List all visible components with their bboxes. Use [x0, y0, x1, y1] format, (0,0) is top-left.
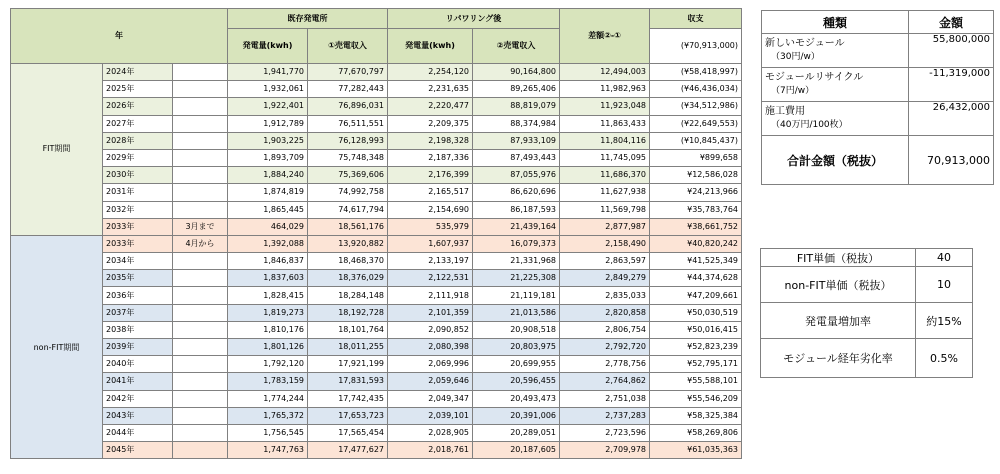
- existing-gen-cell: 1,765,372: [228, 407, 308, 424]
- table-row: [11, 218, 742, 235]
- income-cell: ¥44,374,628: [650, 270, 742, 287]
- income-cell: (¥22,649,553): [650, 115, 742, 132]
- income-cell: ¥58,269,806: [650, 424, 742, 441]
- diff-cell: 12,494,003: [560, 64, 650, 81]
- note-cell: [173, 321, 228, 338]
- cost-item-amount: -11,319,000: [909, 68, 994, 102]
- existing-gen-cell: 1,774,244: [228, 390, 308, 407]
- existing-gen-cell: 1,884,240: [228, 167, 308, 184]
- year-cell: 2038年: [103, 321, 173, 338]
- repower-sales-cell: 86,187,593: [473, 201, 560, 218]
- year-cell: 2045年: [103, 442, 173, 459]
- diff-cell: 11,804,116: [560, 132, 650, 149]
- existing-gen-cell: 1,846,837: [228, 253, 308, 270]
- existing-sales-cell: 76,896,031: [308, 98, 388, 115]
- repower-gen-cell: 2,090,852: [388, 321, 473, 338]
- table-row: [11, 304, 742, 321]
- table-row: [11, 356, 742, 373]
- existing-gen-cell: 1,747,763: [228, 442, 308, 459]
- note-cell: [173, 304, 228, 321]
- cost-item-new-module: [762, 34, 909, 68]
- repower-gen-cell: 2,187,336: [388, 149, 473, 166]
- diff-cell: 2,723,596: [560, 424, 650, 441]
- table-row: [11, 373, 742, 390]
- cost-item-sub: （7円/w）: [771, 86, 815, 96]
- header-gen-existing: 発電量(kwh): [228, 29, 308, 64]
- table-row: [11, 339, 742, 356]
- existing-gen-cell: 1,893,709: [228, 149, 308, 166]
- header-sales1: ①売電収入: [308, 29, 388, 64]
- cost-item-name: 新しいモジュール: [765, 38, 845, 49]
- diff-cell: 11,569,798: [560, 201, 650, 218]
- param-nonfit-price-value: 10: [916, 267, 973, 303]
- repower-sales-cell: 21,331,968: [473, 253, 560, 270]
- diff-cell: 2,778,756: [560, 356, 650, 373]
- table-row: [11, 287, 742, 304]
- existing-gen-cell: 1,756,545: [228, 424, 308, 441]
- year-cell: 2024年: [103, 64, 173, 81]
- note-cell: [173, 287, 228, 304]
- repower-gen-cell: 2,254,120: [388, 64, 473, 81]
- existing-sales-cell: 18,561,176: [308, 218, 388, 235]
- cost-item-name: 施工費用: [765, 106, 805, 117]
- year-cell: 2042年: [103, 390, 173, 407]
- year-cell: 2044年: [103, 424, 173, 441]
- repower-sales-cell: 20,391,006: [473, 407, 560, 424]
- repower-sales-cell: 20,803,975: [473, 339, 560, 356]
- repower-sales-cell: 86,620,696: [473, 184, 560, 201]
- existing-sales-cell: 76,128,993: [308, 132, 388, 149]
- year-cell: 2039年: [103, 339, 173, 356]
- repower-gen-cell: 2,111,918: [388, 287, 473, 304]
- cost-col-amount: 金額: [909, 11, 994, 34]
- income-cell: ¥52,823,239: [650, 339, 742, 356]
- existing-sales-cell: 18,468,370: [308, 253, 388, 270]
- cost-item-name: モジュールリサイクル: [765, 72, 864, 83]
- note-cell: [173, 390, 228, 407]
- note-cell: [173, 64, 228, 81]
- repower-gen-cell: 2,039,101: [388, 407, 473, 424]
- note-cell: 3月まで: [173, 218, 228, 235]
- param-gen-increase-value: 約15%: [916, 303, 973, 339]
- note-cell: [173, 407, 228, 424]
- header-existing: 既存発電所: [228, 9, 388, 29]
- note-cell: [173, 167, 228, 184]
- year-cell: 2043年: [103, 407, 173, 424]
- note-cell: [173, 149, 228, 166]
- income-cell: ¥24,213,966: [650, 184, 742, 201]
- repower-sales-cell: 21,439,164: [473, 218, 560, 235]
- income-cell: (¥46,436,034): [650, 81, 742, 98]
- existing-sales-cell: 18,101,764: [308, 321, 388, 338]
- existing-gen-cell: 1,801,126: [228, 339, 308, 356]
- year-cell: 2041年: [103, 373, 173, 390]
- header-income: 収支: [650, 9, 742, 29]
- existing-sales-cell: 18,376,029: [308, 270, 388, 287]
- header-diff: 差額②-①: [560, 9, 650, 64]
- period-nonfit-label: non-FIT期間: [11, 235, 103, 458]
- repower-gen-cell: 1,607,937: [388, 235, 473, 252]
- existing-sales-cell: 18,011,255: [308, 339, 388, 356]
- repower-sales-cell: 16,079,373: [473, 235, 560, 252]
- header-sales2: ②売電収入: [473, 29, 560, 64]
- repower-sales-cell: 20,908,518: [473, 321, 560, 338]
- repower-gen-cell: 2,220,477: [388, 98, 473, 115]
- repower-sales-cell: 89,265,406: [473, 81, 560, 98]
- existing-sales-cell: 17,921,199: [308, 356, 388, 373]
- year-cell: 2026年: [103, 98, 173, 115]
- revenue-table: [10, 8, 742, 459]
- income-cell: ¥899,658: [650, 149, 742, 166]
- existing-gen-cell: 1,941,770: [228, 64, 308, 81]
- table-row: [11, 424, 742, 441]
- income-cell: (¥10,845,437): [650, 132, 742, 149]
- diff-cell: 11,863,433: [560, 115, 650, 132]
- existing-gen-cell: 1,837,603: [228, 270, 308, 287]
- year-cell: 2029年: [103, 149, 173, 166]
- existing-sales-cell: 75,748,348: [308, 149, 388, 166]
- existing-sales-cell: 17,653,723: [308, 407, 388, 424]
- cost-item-recycle: [762, 68, 909, 102]
- table-row: [11, 390, 742, 407]
- income-cell: ¥12,586,028: [650, 167, 742, 184]
- note-cell: [173, 98, 228, 115]
- repower-gen-cell: 2,059,646: [388, 373, 473, 390]
- diff-cell: 2,709,978: [560, 442, 650, 459]
- year-cell: 2034年: [103, 253, 173, 270]
- diff-cell: 2,863,597: [560, 253, 650, 270]
- note-cell: [173, 201, 228, 218]
- existing-sales-cell: 18,192,728: [308, 304, 388, 321]
- existing-gen-cell: 1,874,819: [228, 184, 308, 201]
- existing-gen-cell: 1,865,445: [228, 201, 308, 218]
- year-cell: 2037年: [103, 304, 173, 321]
- existing-gen-cell: 1,792,120: [228, 356, 308, 373]
- repower-sales-cell: 87,493,443: [473, 149, 560, 166]
- repower-sales-cell: 21,013,586: [473, 304, 560, 321]
- income-cell: ¥58,325,384: [650, 407, 742, 424]
- cost-item-sub: （30円/w）: [771, 52, 820, 62]
- cost-total-label: 合計金額（税抜）: [762, 136, 909, 185]
- year-cell: 2032年: [103, 201, 173, 218]
- repower-sales-cell: 87,933,109: [473, 132, 560, 149]
- note-cell: [173, 184, 228, 201]
- cost-item-amount: 55,800,000: [909, 34, 994, 68]
- repower-sales-cell: 87,055,976: [473, 167, 560, 184]
- year-cell: 2040年: [103, 356, 173, 373]
- existing-gen-cell: 1,783,159: [228, 373, 308, 390]
- repower-gen-cell: 2,165,517: [388, 184, 473, 201]
- existing-gen-cell: 1,932,061: [228, 81, 308, 98]
- table-row: [11, 184, 742, 201]
- table-row: [11, 270, 742, 287]
- cost-item-construction: [762, 102, 909, 136]
- table-row: [11, 167, 742, 184]
- repower-gen-cell: 2,122,531: [388, 270, 473, 287]
- table-row: [11, 253, 742, 270]
- repower-gen-cell: 2,101,359: [388, 304, 473, 321]
- repower-gen-cell: 2,133,197: [388, 253, 473, 270]
- income-cell: ¥38,661,752: [650, 218, 742, 235]
- existing-gen-cell: 1,922,401: [228, 98, 308, 115]
- repower-sales-cell: 20,493,473: [473, 390, 560, 407]
- income-cell: ¥52,795,171: [650, 356, 742, 373]
- table-row: [11, 149, 742, 166]
- repower-gen-cell: 2,080,398: [388, 339, 473, 356]
- table-row: [11, 201, 742, 218]
- diff-cell: 2,835,033: [560, 287, 650, 304]
- diff-cell: 11,982,963: [560, 81, 650, 98]
- cost-col-type: 種類: [762, 11, 909, 34]
- existing-gen-cell: 464,029: [228, 218, 308, 235]
- cost-table: [761, 10, 994, 185]
- repower-gen-cell: 2,049,347: [388, 390, 473, 407]
- existing-sales-cell: 75,369,606: [308, 167, 388, 184]
- table-row: [11, 407, 742, 424]
- note-cell: [173, 442, 228, 459]
- diff-cell: 2,849,279: [560, 270, 650, 287]
- income-cell: ¥50,030,519: [650, 304, 742, 321]
- existing-sales-cell: 13,920,882: [308, 235, 388, 252]
- note-cell: [173, 373, 228, 390]
- existing-gen-cell: 1,819,273: [228, 304, 308, 321]
- repower-sales-cell: 88,819,079: [473, 98, 560, 115]
- param-degradation-label: モジュール経年劣化率: [761, 339, 916, 378]
- note-cell: [173, 270, 228, 287]
- year-cell: 2035年: [103, 270, 173, 287]
- repower-gen-cell: 2,231,635: [388, 81, 473, 98]
- existing-sales-cell: 77,282,443: [308, 81, 388, 98]
- repower-sales-cell: 21,225,308: [473, 270, 560, 287]
- repower-sales-cell: 88,374,984: [473, 115, 560, 132]
- existing-gen-cell: 1,810,176: [228, 321, 308, 338]
- existing-sales-cell: 74,992,758: [308, 184, 388, 201]
- cost-item-amount: 26,432,000: [909, 102, 994, 136]
- period-fit-label: FIT期間: [11, 64, 103, 236]
- diff-cell: 2,806,754: [560, 321, 650, 338]
- repower-sales-cell: 21,119,181: [473, 287, 560, 304]
- repower-gen-cell: 2,176,399: [388, 167, 473, 184]
- repower-gen-cell: 2,069,996: [388, 356, 473, 373]
- header-year: 年: [11, 9, 228, 64]
- diff-cell: 2,820,858: [560, 304, 650, 321]
- income-initial: (¥70,913,000): [650, 29, 742, 64]
- header-repower: リパワリング後: [388, 9, 560, 29]
- table-row: [11, 81, 742, 98]
- year-cell: 2028年: [103, 132, 173, 149]
- note-cell: [173, 115, 228, 132]
- existing-gen-cell: 1,392,088: [228, 235, 308, 252]
- repower-sales-cell: 20,596,455: [473, 373, 560, 390]
- income-cell: ¥35,783,764: [650, 201, 742, 218]
- repower-gen-cell: 2,209,375: [388, 115, 473, 132]
- diff-cell: 11,745,095: [560, 149, 650, 166]
- income-cell: ¥40,820,242: [650, 235, 742, 252]
- repower-gen-cell: 2,154,690: [388, 201, 473, 218]
- diff-cell: 2,764,862: [560, 373, 650, 390]
- param-gen-increase-label: 発電量増加率: [761, 303, 916, 339]
- year-cell: 2030年: [103, 167, 173, 184]
- param-fit-price-label: FIT単価（税抜）: [761, 249, 916, 267]
- existing-sales-cell: 17,831,593: [308, 373, 388, 390]
- note-cell: [173, 424, 228, 441]
- header-gen-repower: 発電量(kwh): [388, 29, 473, 64]
- note-cell: [173, 253, 228, 270]
- note-cell: [173, 339, 228, 356]
- param-fit-price-value: 40: [916, 249, 973, 267]
- diff-cell: 11,686,370: [560, 167, 650, 184]
- table-row: [11, 235, 742, 252]
- repower-sales-cell: 90,164,800: [473, 64, 560, 81]
- diff-cell: 2,792,720: [560, 339, 650, 356]
- repower-sales-cell: 20,187,605: [473, 442, 560, 459]
- existing-gen-cell: 1,903,225: [228, 132, 308, 149]
- income-cell: ¥55,546,209: [650, 390, 742, 407]
- param-nonfit-price-label: non-FIT単価（税抜）: [761, 267, 916, 303]
- income-cell: ¥47,209,661: [650, 287, 742, 304]
- year-cell: 2025年: [103, 81, 173, 98]
- year-cell: 2033年: [103, 235, 173, 252]
- cost-item-sub: （40万円/100枚）: [771, 120, 848, 130]
- existing-sales-cell: 18,284,148: [308, 287, 388, 304]
- note-cell: [173, 132, 228, 149]
- table-row: [11, 132, 742, 149]
- income-cell: ¥41,525,349: [650, 253, 742, 270]
- table-row: [11, 115, 742, 132]
- existing-sales-cell: 17,742,435: [308, 390, 388, 407]
- param-degradation-value: 0.5%: [916, 339, 973, 378]
- repower-gen-cell: 2,018,761: [388, 442, 473, 459]
- year-cell: 2027年: [103, 115, 173, 132]
- year-cell: 2031年: [103, 184, 173, 201]
- income-cell: ¥61,035,363: [650, 442, 742, 459]
- year-cell: 2033年: [103, 218, 173, 235]
- existing-sales-cell: 74,617,794: [308, 201, 388, 218]
- repower-gen-cell: 2,028,905: [388, 424, 473, 441]
- diff-cell: 11,627,938: [560, 184, 650, 201]
- diff-cell: 2,751,038: [560, 390, 650, 407]
- repower-gen-cell: 2,198,328: [388, 132, 473, 149]
- existing-sales-cell: 77,670,797: [308, 64, 388, 81]
- table-row: [11, 442, 742, 459]
- year-cell: 2036年: [103, 287, 173, 304]
- note-cell: [173, 356, 228, 373]
- existing-gen-cell: 1,828,415: [228, 287, 308, 304]
- diff-cell: 11,923,048: [560, 98, 650, 115]
- income-cell: (¥34,512,986): [650, 98, 742, 115]
- repower-sales-cell: 20,699,955: [473, 356, 560, 373]
- repower-sales-cell: 20,289,051: [473, 424, 560, 441]
- cost-total-amount: 70,913,000: [909, 136, 994, 185]
- table-row: [11, 64, 742, 81]
- diff-cell: 2,877,987: [560, 218, 650, 235]
- existing-gen-cell: 1,912,789: [228, 115, 308, 132]
- income-cell: ¥50,016,415: [650, 321, 742, 338]
- income-cell: ¥55,588,101: [650, 373, 742, 390]
- diff-cell: 2,737,283: [560, 407, 650, 424]
- repower-gen-cell: 535,979: [388, 218, 473, 235]
- income-cell: (¥58,418,997): [650, 64, 742, 81]
- existing-sales-cell: 17,565,454: [308, 424, 388, 441]
- table-row: [11, 321, 742, 338]
- existing-sales-cell: 17,477,627: [308, 442, 388, 459]
- params-table: [760, 248, 973, 378]
- note-cell: [173, 81, 228, 98]
- diff-cell: 2,158,490: [560, 235, 650, 252]
- existing-sales-cell: 76,511,551: [308, 115, 388, 132]
- table-row: [11, 98, 742, 115]
- note-cell: 4月から: [173, 235, 228, 252]
